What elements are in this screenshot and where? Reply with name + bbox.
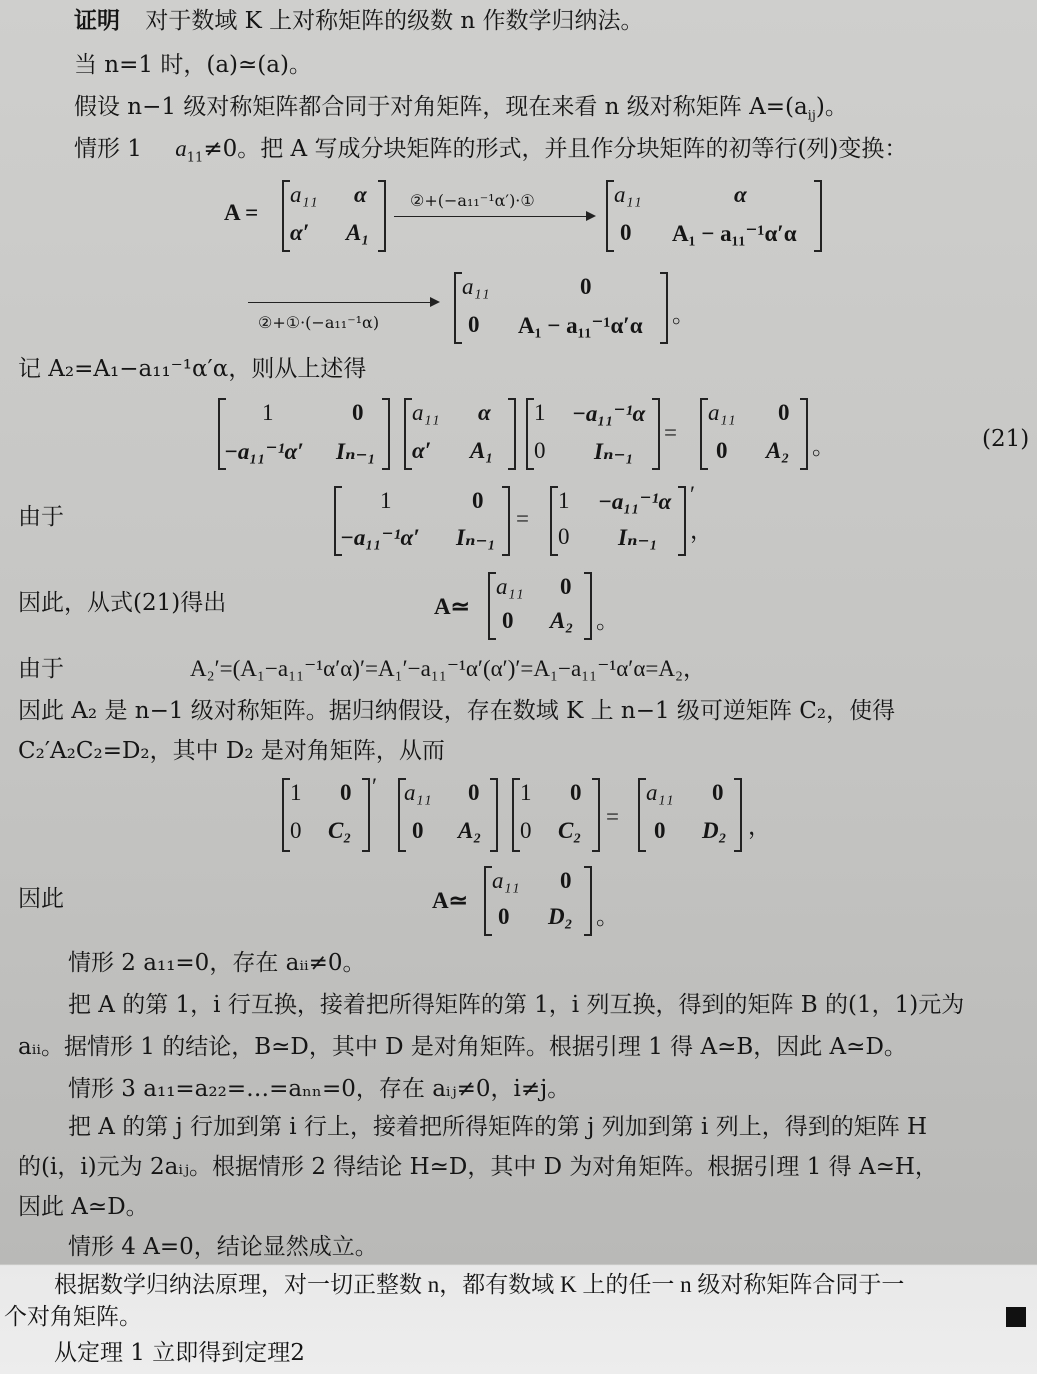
case3-paragraph-1: 把 A 的第 j 行加到第 i 行上，接着把所得矩阵的第 j 列加到第 i 列上，得到的矩阵 H [68,1114,928,1140]
base-case-line: 当 n=1 时，(a)≃(a)。 [74,52,312,78]
bracket-serif [660,272,668,344]
proof-intro: 对于数域 K 上对称矩阵的级数 n 作数学归纳法。 [145,8,644,34]
matrix-c-d [638,778,742,852]
bracket-serif [700,398,708,470]
t2-cell-12: 0 [560,868,572,893]
sb-cell-21: 0 [558,524,570,549]
sa-cell-21: −a₁₁⁻¹α′ [340,525,420,550]
end-of-proof-icon [1006,1307,1026,1327]
case2-line: 情形 2 a₁₁=0，存在 aᵢᵢ≠0。 [68,950,366,976]
m3-cell-22: A₁ − a₁₁⁻¹α′α [518,313,643,338]
bracket-serif [382,398,390,470]
case3-paragraph-3: 因此 A≃D。 [18,1194,149,1220]
equals-c: = [606,804,619,829]
e21a-cell-11: 1 [262,400,274,425]
transpose-mark-1: ′ [690,482,696,507]
matrix-t1 [488,572,592,640]
comma-2: ， [748,814,771,839]
period-t1: 。 [596,608,619,633]
bracket-serif [398,778,406,852]
m1-cell-12: α [354,182,367,207]
bracket-serif [490,778,498,852]
e21c-cell-11: 1 [534,400,546,425]
bracket-serif [484,866,492,936]
e21b-cell-21: α′ [412,438,432,463]
ca-cell-12: 0 [340,780,352,805]
bracket-serif [606,180,614,252]
proof-heading-line [74,6,644,36]
e21a-cell-22: Iₙ₋₁ [336,439,376,464]
paragraph-A2-symmetric: 因此 A₂ 是 n−1 级对称矩阵。据归纳假设，存在数域 K 上 n−1 级可逆矩阵 C₂，使得 [18,698,896,724]
cc-cell-11: 1 [520,780,532,805]
case1-line [74,134,907,174]
ca-cell-11: 1 [290,780,302,805]
hypothesis-end: )。 [815,94,848,120]
t2-cell-21: 0 [498,904,510,929]
sa-cell-11: 1 [380,488,392,513]
case1-label: 情形 1 [74,136,142,162]
bracket-serif [454,272,462,344]
bracket-serif [584,866,592,936]
transpose-mark-2: ′ [372,774,378,799]
matrix-e21-a [218,398,390,470]
bracket-serif [218,398,226,470]
matrix-s-a [334,486,510,556]
matrix-m2 [606,180,822,252]
equation-number-21: (21) [982,426,1030,452]
m2-cell-12: α [734,182,747,207]
theorem2-line: 从定理 1 立即得到定理2 [54,1340,305,1366]
congruent-A-2: A≃ [432,888,468,913]
e21a-cell-21: −a₁₁⁻¹α′ [224,439,304,464]
m2-cell-21: 0 [620,220,632,245]
bracket-serif [592,778,600,852]
e21c-cell-21: 0 [534,438,546,463]
cc-cell-22: C₂ [558,818,582,843]
conclusion-line-1: 根据数学归纳法原理，对一切正整数 n，都有数域 K 上的任一 n 级对称矩阵合同于一 [54,1272,905,1297]
e21c-cell-22: Iₙ₋₁ [594,439,634,464]
arrow2-icon [248,302,438,303]
e21d-cell-22: A₂ [766,438,790,463]
case1-sub: 11 [186,150,204,166]
matrix-e21-d [700,398,808,470]
bracket-serif [814,180,822,252]
cb-cell-12: 0 [468,780,480,805]
hypothesis-line [74,92,848,132]
congruent-A-1: A≃ [434,594,470,619]
m2-cell-11: a₁₁ [614,182,642,207]
bracket-serif [508,398,516,470]
case1-text: ≠0。把 A 写成分块矩阵的形式，并且作分块矩阵的初等行(列)变换： [203,136,908,162]
bracket-serif [362,778,370,852]
m3-cell-12: 0 [580,274,592,299]
t2-cell-22: D₂ [548,904,573,929]
define-A2-line: 记 A₂=A₁−a₁₁⁻¹α′α，则从上述得 [18,356,367,382]
t2-cell-11: a₁₁ [492,868,520,893]
paragraph-C2: C₂′A₂C₂=D₂，其中 D₂ 是对角矩阵，从而 [18,738,445,764]
case2-paragraph-2: aᵢᵢ。据情形 1 的结论，B≃D，其中 D 是对角矩阵。根据引理 1 得 A≃B，因此 A≃D。 [18,1034,907,1060]
t1-cell-21: 0 [502,608,514,633]
since-label-2: 由于 [18,656,64,682]
matrix-c-c [512,778,600,852]
sb-cell-22: Iₙ₋₁ [618,525,658,550]
bracket-serif [282,180,290,252]
case2-paragraph-1: 把 A 的第 1，i 行互换，接着把所得矩阵的第 1，i 列互换，得到的矩阵 B 的(1，1)元为 [68,992,965,1018]
cc-cell-12: 0 [570,780,582,805]
bracket-serif [734,778,742,852]
cc-cell-21: 0 [520,818,532,843]
ca-cell-22: C₂ [328,818,352,843]
matrix-A-label: A = [224,200,259,225]
m2-cell-22: A₁ − a₁₁⁻¹α′α [672,221,797,246]
matrix-m3 [454,272,668,344]
e21d-cell-21: 0 [716,438,728,463]
bracket-serif [378,180,386,252]
proof-label: 证明 [74,7,120,34]
e21b-cell-11: a₁₁ [412,400,440,425]
comma-1: ， [690,518,713,543]
bracket-serif [550,486,558,556]
ca-cell-21: 0 [290,818,302,843]
bracket-serif [512,778,520,852]
matrix-c-a [282,778,370,852]
sa-cell-12: 0 [472,488,484,513]
case4-line: 情形 4 A=0，结论显然成立。 [68,1234,378,1260]
e21a-cell-12: 0 [352,400,364,425]
cd-cell-11: a₁₁ [646,780,674,805]
bracket-serif [678,486,686,556]
matrix-m1 [282,180,386,252]
matrix-s-b [550,486,686,556]
m1-cell-11: a₁₁ [290,182,318,207]
m3-cell-11: a₁₁ [462,274,490,299]
bracket-serif [652,398,660,470]
case3-paragraph-2: 的(i，i)元为 2aᵢⱼ。根据情形 2 得结论 H≃D，其中 D 为对角矩阵。根据引理 1 得 A≃H， [18,1154,938,1180]
sb-cell-11: 1 [558,488,570,513]
since-label-1: 由于 [18,504,64,530]
bracket-serif [282,778,290,852]
m3-cell-21: 0 [468,312,480,337]
hypothesis-subscript: ij [807,108,816,124]
e21d-cell-11: a₁₁ [708,400,736,425]
bracket-serif [526,398,534,470]
bracket-serif [800,398,808,470]
bracket-serif [584,572,592,640]
bracket-serif [638,778,646,852]
m1-cell-21: α′ [290,220,310,245]
arrow1-label: ②+(−a₁₁⁻¹α′)·① [410,191,535,210]
matrix-c-b [398,778,498,852]
t1-cell-22: A₂ [550,608,574,633]
matrix-e21-b [404,398,516,470]
matrix-e21-c [526,398,660,470]
e21b-cell-22: A₁ [470,438,494,463]
matrix-t2 [484,866,592,936]
arrow1-icon [394,216,594,217]
cb-cell-21: 0 [412,818,424,843]
bracket-serif [404,398,412,470]
case3-line: 情形 3 a₁₁=a₂₂=…=aₙₙ=0，存在 aᵢⱼ≠0，i≠j。 [68,1076,571,1102]
t1-cell-11: a₁₁ [496,574,524,599]
thus-label-2: 因此 [18,886,64,912]
cd-cell-12: 0 [712,780,724,805]
equals-21: = [664,420,677,445]
sb-cell-12: −a₁₁⁻¹α [598,489,672,514]
thus-from-21: 因此，从式(21)得出 [18,590,227,616]
cb-cell-11: a₁₁ [404,780,432,805]
period-1: 。 [672,302,695,327]
transpose-equation: A₂′=(A₁−a₁₁⁻¹α′α)′=A₁′−a₁₁⁻¹α′(α′)′=A₁−a₁₁⁻¹α′α=A₂， [190,656,706,681]
bracket-serif [334,486,342,556]
period-t2: 。 [596,904,619,929]
cb-cell-22: A₂ [458,818,482,843]
e21d-cell-12: 0 [778,400,790,425]
sa-cell-22: Iₙ₋₁ [456,525,496,550]
arrow2-label: ②+①·(−a₁₁⁻¹α) [258,313,380,332]
equals-since: = [516,506,529,531]
m1-cell-22: A₁ [346,220,370,245]
cd-cell-21: 0 [654,818,666,843]
e21b-cell-12: α [478,400,491,425]
hypothesis-text: 假设 n−1 级对称矩阵都合同于对角矩阵，现在来看 n 级对称矩阵 A=(a [74,94,808,120]
cd-cell-22: D₂ [702,818,727,843]
period-21: 。 [812,434,835,459]
t1-cell-12: 0 [560,574,572,599]
e21c-cell-12: −a₁₁⁻¹α [572,401,646,426]
case1-a: a [175,136,187,161]
conclusion-line-2: 个对角矩阵。 [4,1304,142,1330]
bracket-serif [502,486,510,556]
bracket-serif [488,572,496,640]
